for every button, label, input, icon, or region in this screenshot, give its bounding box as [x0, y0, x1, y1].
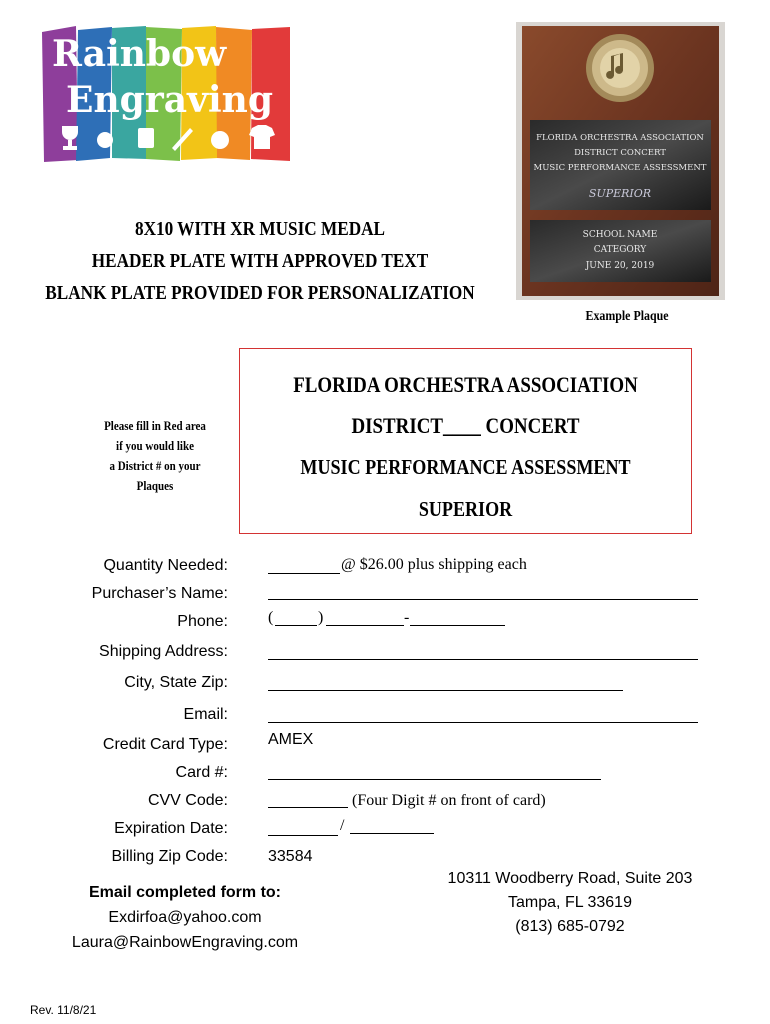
shipping-address-field[interactable]	[268, 659, 698, 660]
logo-word-engraving: Engraving	[66, 79, 274, 121]
note-line-4: Plaques	[136, 479, 174, 493]
shipping-address-label: Shipping Address:	[99, 643, 228, 660]
card-type-value[interactable]: AMEX	[268, 731, 314, 748]
plate1-line2: DISTRICT CONCERT	[574, 148, 666, 158]
phone-area-code-field[interactable]	[275, 625, 317, 626]
rainbow-engraving-logo	[40, 24, 292, 164]
email-field[interactable]	[268, 722, 698, 723]
quantity-price-text: @ $26.00 plus shipping each	[341, 556, 527, 573]
email-label: Email:	[183, 706, 228, 723]
address-line-2: Tampa, FL 33619	[508, 894, 632, 911]
quantity-field[interactable]	[268, 573, 340, 574]
box-line-district[interactable]: DISTRICT____ CONCERT	[351, 413, 580, 438]
expiration-year-field[interactable]	[350, 833, 434, 834]
city-state-zip-field[interactable]	[268, 690, 623, 691]
phone-line-field[interactable]	[410, 625, 505, 626]
medal-icon	[97, 132, 113, 148]
city-state-zip-label: City, State Zip:	[124, 674, 228, 691]
headline-line-3: BLANK PLATE PROVIDED FOR PERSONALIZATION	[45, 282, 475, 304]
contact-email-2[interactable]: Laura@RainbowEngraving.com	[71, 934, 299, 951]
plate1-line3: MUSIC PERFORMANCE ASSESSMENT	[533, 163, 707, 173]
contact-email-1[interactable]: Exdirfoa@yahoo.com	[108, 909, 262, 926]
billing-zip-label: Billing Zip Code:	[111, 848, 228, 865]
logo-word-rainbow: Rainbow	[52, 33, 227, 75]
purchaser-name-field[interactable]	[268, 599, 698, 600]
headline-line-2: HEADER PLATE WITH APPROVED TEXT	[91, 250, 429, 272]
box-line-superior: SUPERIOR	[418, 497, 513, 521]
note-line-2: if you would like	[116, 439, 194, 453]
phone-prefix-field[interactable]	[326, 625, 404, 626]
plate1-line1: FLORIDA ORCHESTRA ASSOCIATION	[536, 133, 704, 143]
expiration-slash: /	[340, 817, 345, 834]
plaque-icon	[138, 128, 154, 148]
address-line-1: 10311 Woodberry Road, Suite 203	[447, 870, 693, 887]
plate1-award: SUPERIOR	[588, 187, 652, 200]
phone-label: Phone:	[177, 613, 228, 630]
card-number-field[interactable]	[268, 779, 601, 780]
quantity-label: Quantity Needed:	[103, 557, 228, 574]
card-type-label: Credit Card Type:	[102, 736, 228, 753]
contact-phone: (813) 685-0792	[515, 918, 625, 935]
phone-close-paren: )	[318, 609, 324, 626]
headline-line-1: 8X10 WITH XR MUSIC MEDAL	[134, 218, 386, 240]
note-line-3: a District # on your	[109, 459, 201, 473]
cvv-field[interactable]	[268, 807, 348, 808]
email-instruction-heading: Email completed form to:	[88, 884, 282, 901]
plate2-line3: JUNE 20, 2019	[585, 261, 655, 271]
plate2-line1: SCHOOL NAME	[582, 230, 658, 240]
music-medal-icon	[586, 34, 654, 102]
phone-dash: -	[404, 609, 410, 626]
cvv-label: CVV Code:	[147, 792, 228, 809]
expiration-date-label: Expiration Date:	[114, 820, 228, 837]
expiration-month-field[interactable]	[268, 835, 338, 836]
example-plaque-image	[516, 22, 725, 300]
box-line-assessment: MUSIC PERFORMANCE ASSESSMENT	[300, 455, 631, 479]
phone-open-paren: (	[268, 609, 274, 626]
card-number-label: Card #:	[175, 764, 228, 781]
revision-date: Rev. 11/8/21	[30, 1003, 97, 1017]
ball-icon	[211, 131, 229, 149]
plate2-line2: CATEGORY	[593, 245, 647, 255]
billing-zip-value[interactable]: 33584	[268, 848, 313, 865]
box-line-association: FLORIDA ORCHESTRA ASSOCIATION	[293, 372, 638, 397]
plaque-caption: Example Plaque	[585, 309, 669, 324]
cvv-note: (Four Digit # on front of card)	[352, 792, 546, 809]
purchaser-name-label: Purchaser’s Name:	[91, 585, 228, 602]
note-line-1: Please fill in Red area	[104, 419, 206, 433]
